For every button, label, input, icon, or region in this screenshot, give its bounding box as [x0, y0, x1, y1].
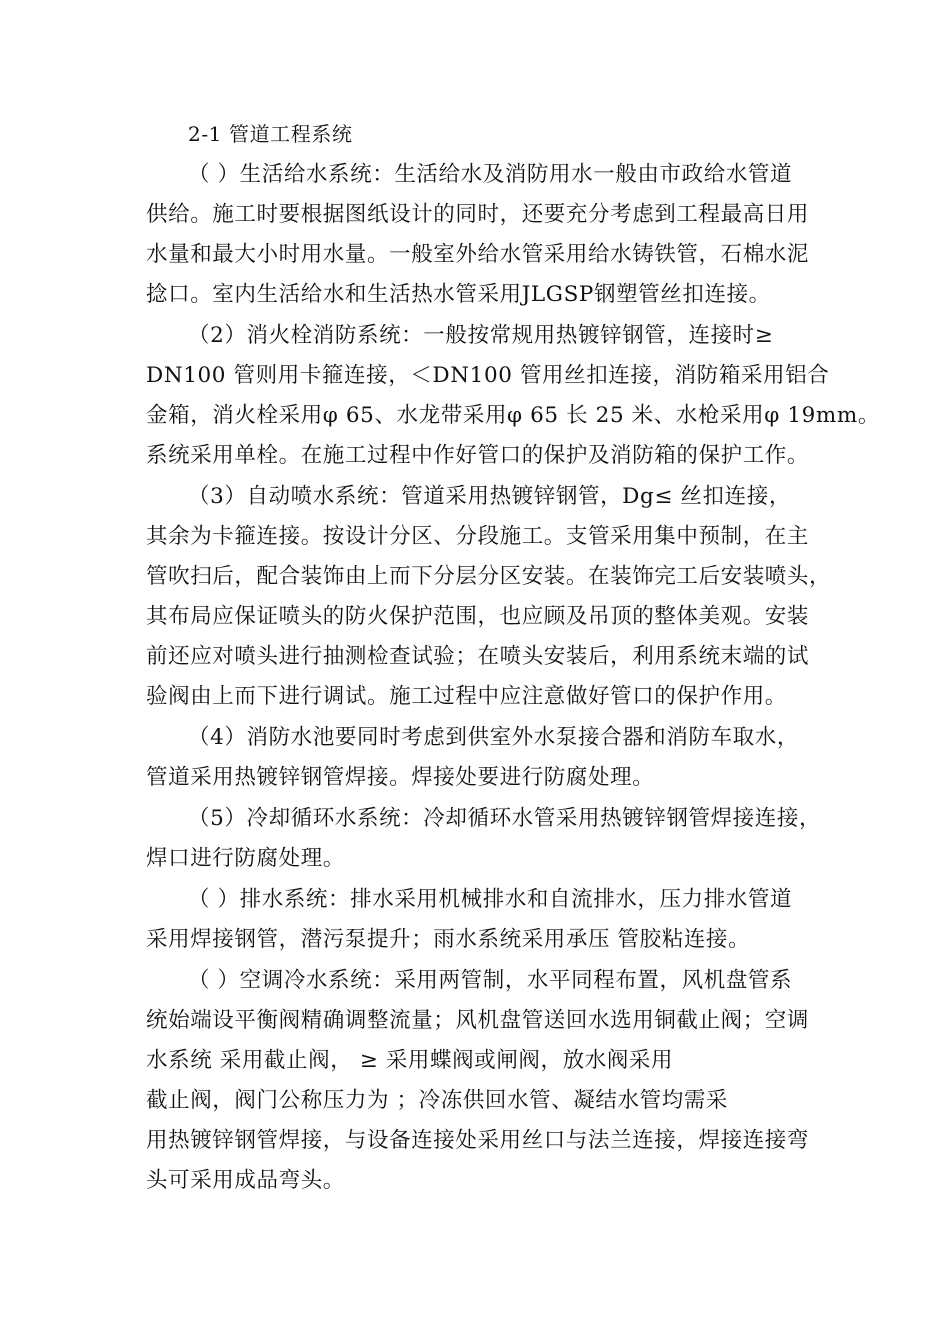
paragraph-line: 头可采用成品弯头。 — [146, 1168, 345, 1193]
paragraph-line: 管吹扫后，配合装饰由上而下分层分区安装。在装饰完工后安装喷头， — [146, 564, 832, 589]
paragraph-line: （2）消火栓消防系统：一般按常规用热镀锌钢管，连接时≥ — [188, 323, 774, 348]
paragraph-line: 验阀由上而下进行调试。施工过程中应注意做好管口的保护作用。 — [146, 684, 787, 709]
paragraph-line: 其余为卡箍连接。按设计分区、分段施工。支管采用集中预制，在主 — [146, 524, 810, 549]
paragraph-line: 用热镀锌钢管焊接，与设备连接处采用丝口与法兰连接，焊接连接弯 — [146, 1128, 810, 1153]
paragraph-line: （ ）生活给水系统：生活给水及消防用水一般由市政给水管道 — [188, 162, 793, 187]
paragraph-line: 采用焊接钢管，潜污泵提升；雨水系统采用承压 管胶粘连接。 — [146, 927, 751, 952]
paragraph-line: 前还应对喷头进行抽测检查试验；在喷头安装后，利用系统末端的试 — [146, 644, 810, 669]
paragraph-line: （ ）排水系统：排水采用机械排水和自流排水，压力排水管道 — [188, 887, 793, 912]
paragraph-line: （3）自动喷水系统：管道采用热镀锌钢管，Dg≤ 丝扣连接， — [188, 484, 791, 509]
paragraph-line: DN100 管则用卡箍连接，＜DN100 管用丝扣连接，消防箱采用铝合 — [146, 363, 830, 388]
paragraph-line: 供给。施工时要根据图纸设计的同时，还要充分考虑到工程最高日用 — [146, 202, 810, 227]
paragraph-line: （ ）空调冷水系统：采用两管制，水平同程布置，风机盘管系 — [188, 968, 793, 993]
paragraph-line: 管道采用热镀锌钢管焊接。焊接处要进行防腐处理。 — [146, 765, 655, 790]
paragraph-line: 截止阀，阀门公称压力为 ；冷冻供回水管、凝结水管均需采 — [146, 1088, 729, 1113]
paragraph-line: 金箱，消火栓采用φ 65、水龙带采用φ 65 长 25 米、水枪采用φ 19mm。 — [146, 403, 880, 428]
paragraph-line: 水系统 采用截止阀， ≥ 采用蝶阀或闸阀，放水阀采用 — [146, 1048, 674, 1073]
paragraph-line: 捻口。室内生活给水和生活热水管采用JLGSP钢塑管丝扣连接。 — [146, 282, 771, 307]
section-heading: 2-1 管道工程系统 — [188, 122, 353, 146]
paragraph-line: 统始端设平衡阀精确调整流量；风机盘管送回水选用铜截止阀；空调 — [146, 1008, 810, 1033]
paragraph-line: 其布局应保证喷头的防火保护范围，也应顾及吊顶的整体美观。安装 — [146, 604, 810, 629]
paragraph-line: 系统采用单栓。在施工过程中作好管口的保护及消防箱的保护工作。 — [146, 443, 810, 468]
paragraph-line: 焊口进行防腐处理。 — [146, 846, 345, 871]
paragraph-line: 水量和最大小时用水量。一般室外给水管采用给水铸铁管，石棉水泥 — [146, 242, 810, 267]
paragraph-line: （4）消防水池要同时考虑到供室外水泵接合器和消防车取水， — [188, 725, 799, 750]
paragraph-line: （5）冷却循环水系统：冷却循环水管采用热镀锌钢管焊接连接， — [188, 806, 822, 831]
